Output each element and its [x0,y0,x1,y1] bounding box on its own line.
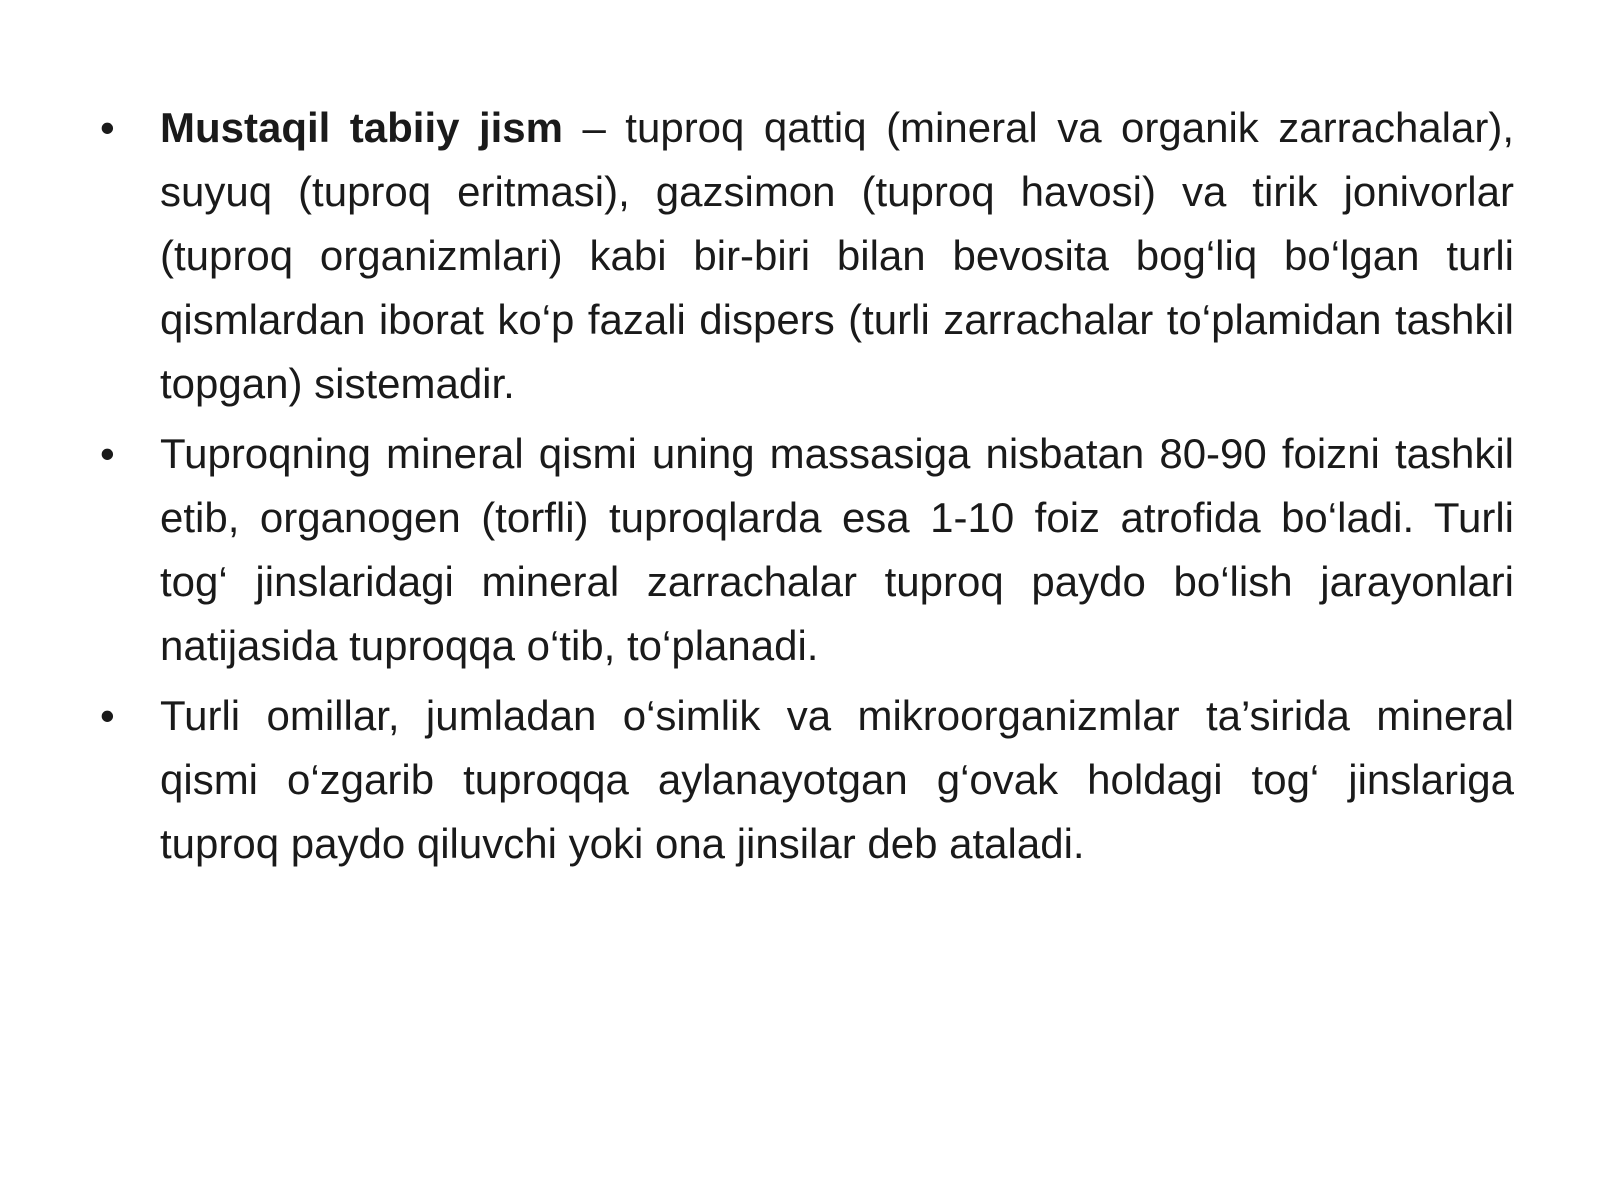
bullet-dot-icon: • [100,104,115,151]
bold-term: Mustaqil tabiiy jism [160,104,564,151]
bullet-text: – tuproq qattiq (mineral va organik zarrachalar), suyuq (tuproq eritmasi), gazsimon (tuproq havosi) va tirik jonivorlar (tuproq organizmlari) kabi bir-biri bilan bevosita bog‘liq bo‘lgan turli qismlardan iborat ko‘p fazali dispers (turli zarrachalar to‘plamidan tashkil topgan) sistemadir. [160,104,1514,407]
bullet-item-2 [96,422,1514,678]
bullet-text: Tuproqning mineral qismi uning massasiga nisbatan 80-90 foizni tashkil etib, organogen (torfli) tuproqlarda esa 1-10 foiz atrofida bo‘ladi. Turli tog‘ jinslaridagi mineral zarrachalar tuproq paydo bo‘lish jarayonlari natijasida tuproqqa o‘tib, to‘planadi. [160,430,1514,669]
bullet-item-1 [96,96,1514,416]
bullet-text: Turli omillar, jumladan o‘simlik va mikroorganizmlar ta’sirida mineral qismi o‘zgarib tuproqqa aylanayotgan g‘ovak holdagi tog‘ jinslariga tuproq paydo qiluvchi yoki ona jinsilar deb ataladi. [160,692,1514,867]
bullet-dot-icon: • [100,430,115,477]
bullet-list [96,96,1514,882]
bullet-dot-icon: • [100,692,115,739]
bullet-item-3 [96,684,1514,876]
